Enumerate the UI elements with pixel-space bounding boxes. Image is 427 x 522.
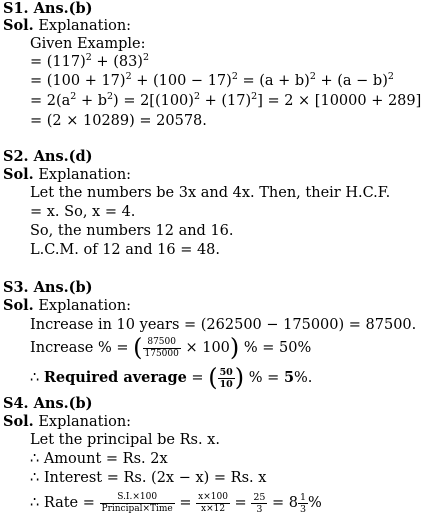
s4-line-2: ∴ Amount = Rs. 2x <box>30 451 168 467</box>
fraction-values <box>196 492 230 515</box>
text: = 2(a <box>30 93 71 109</box>
numerator: 25 <box>253 491 266 503</box>
exponent: 2 <box>142 52 149 63</box>
text: (117) <box>46 54 86 70</box>
text: + <box>91 54 114 70</box>
exponent: 2 <box>231 71 238 82</box>
s4-sol-line <box>3 413 131 431</box>
text: + (100 − 17) <box>131 73 232 89</box>
exponent: 2 <box>70 91 77 102</box>
s1-line-4 <box>30 93 421 110</box>
text: = <box>174 495 197 511</box>
text: % = 50% <box>239 340 312 356</box>
s3-sol-line <box>3 297 131 315</box>
paren: ( <box>133 333 143 362</box>
s1-line-2 <box>30 54 149 71</box>
text: = <box>30 54 47 70</box>
sol-label: Sol. <box>3 297 34 314</box>
text: = (100 + 17) <box>30 73 126 89</box>
text: % <box>308 495 322 511</box>
s1-line-5: = (2 × 10289) = 20578. <box>30 113 207 129</box>
text: Increase % = <box>30 340 134 356</box>
s3-line-1: Increase in 10 years = (262500 − 175000) = 87500. <box>30 317 417 333</box>
explanation-label: Explanation: <box>38 298 132 314</box>
paren: ( <box>208 363 218 392</box>
text: + b <box>76 93 107 109</box>
s2-line-1: Let the numbers be 3x and 4x. Then, their H.C.F. <box>30 185 391 201</box>
exponent: 2 <box>251 91 258 102</box>
s4-line-4 <box>30 489 322 517</box>
denominator: x×12 <box>201 503 226 514</box>
text: ) = 2[(100) <box>113 93 194 109</box>
s3-heading: S3. Ans.(b) <box>3 279 93 296</box>
sol-label: Sol. <box>3 413 34 430</box>
text: ∴ Rate = <box>30 495 100 511</box>
numerator: 1 <box>300 491 307 503</box>
s4-line-3: ∴ Interest = Rs. (2x − x) = Rs. x <box>30 470 267 486</box>
text: × 100 <box>180 340 230 356</box>
s3-line-2 <box>30 334 311 362</box>
denominator: 3 <box>300 503 307 515</box>
text: ∴ <box>30 370 44 386</box>
s2-line-2: = x. So, x = 4. <box>30 204 136 220</box>
sol-label: Sol. <box>3 17 34 34</box>
bold-text: Required average <box>43 369 187 386</box>
explanation-label: Explanation: <box>38 18 132 34</box>
exponent: 2 <box>125 71 132 82</box>
s2-line-3: So, the numbers 12 and 16. <box>30 223 234 239</box>
explanation-label: Explanation: <box>38 414 132 430</box>
text: + (17) <box>200 93 252 109</box>
numerator: 50 <box>219 366 233 378</box>
fraction-25-3 <box>251 492 267 515</box>
text: = (a + b) <box>237 73 310 89</box>
exponent: 2 <box>85 52 92 63</box>
fraction-1-3 <box>298 492 308 515</box>
exponent: 2 <box>107 91 114 102</box>
text: % = <box>244 370 284 386</box>
s1-sol-line <box>3 17 131 35</box>
numerator: S.I.×100 <box>100 492 175 504</box>
text: = <box>229 495 252 511</box>
s2-heading: S2. Ans.(d) <box>3 148 93 165</box>
text: + (a − b) <box>315 73 388 89</box>
bold-result: 5 <box>283 369 295 386</box>
denominator: 175000 <box>144 348 179 359</box>
paren: ) <box>229 333 240 362</box>
denominator: Principal×Time <box>101 503 173 514</box>
exponent: 2 <box>387 71 394 82</box>
exponent: 2 <box>309 71 316 82</box>
fraction <box>143 337 181 360</box>
s2-line-4: L.C.M. of 12 and 16 = 48. <box>30 242 221 258</box>
s4-line-1: Let the principal be Rs. x. <box>30 432 220 448</box>
text: %. <box>294 370 313 386</box>
sol-label: Sol. <box>3 166 34 183</box>
text: = 8 <box>267 495 298 511</box>
numerator: 87500 <box>143 337 181 349</box>
numerator: x×100 <box>198 491 228 502</box>
fraction-rate-formula <box>100 492 175 515</box>
s4-heading: S4. Ans.(b) <box>3 395 93 412</box>
exponent: 2 <box>193 91 200 102</box>
text: = <box>186 370 209 386</box>
explanation-label: Explanation: <box>38 167 132 183</box>
paren: ) <box>234 363 245 392</box>
denominator: 3 <box>256 503 263 515</box>
text: (83) <box>113 54 143 70</box>
s2-sol-line <box>3 166 131 184</box>
s1-line-3 <box>30 73 394 90</box>
s1-heading: S1. Ans.(b) <box>3 0 93 17</box>
denominator: 10 <box>219 378 233 390</box>
text: ] = 2 × [10000 + 289] <box>257 93 422 109</box>
fraction <box>218 367 235 390</box>
s1-given: Given Example: <box>30 36 146 52</box>
s3-line-3 <box>30 364 312 392</box>
